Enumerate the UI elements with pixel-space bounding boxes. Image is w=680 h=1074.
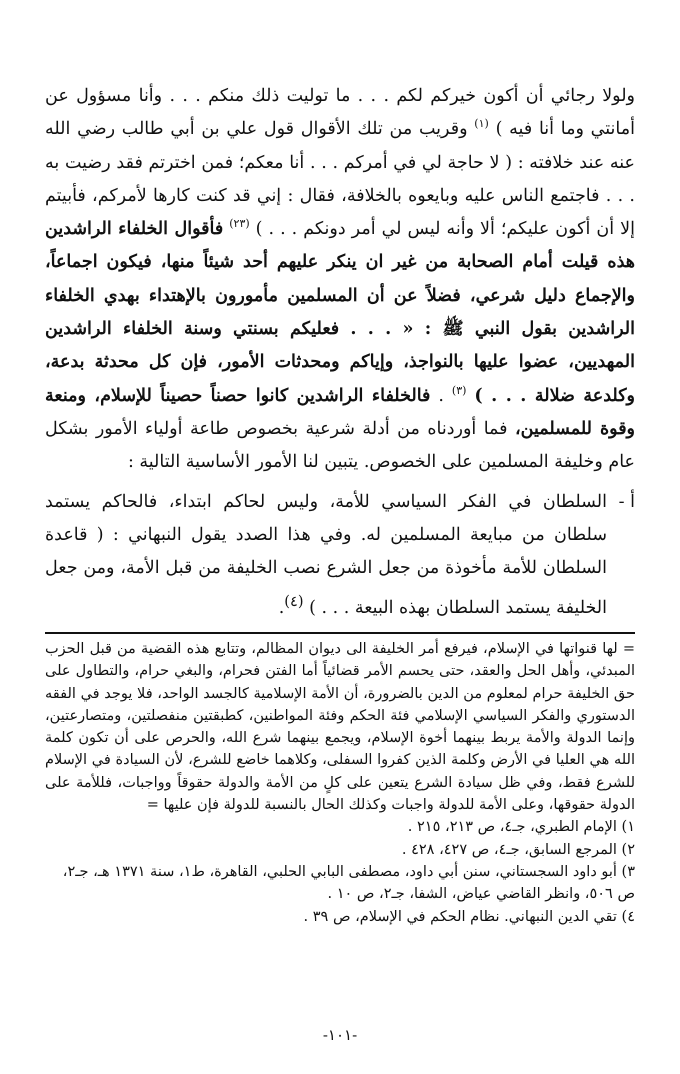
footnote-1: ١) الإمام الطبري، جـ٤، ص ٢١٣، ٢١٥ . bbox=[407, 819, 635, 836]
footnote-ref-2: (٢٣) bbox=[229, 217, 250, 231]
footnote-4: ٤) تقي الدين النبهاني. نظام الحكم في الإسلام، ص ٣٩ . bbox=[303, 908, 635, 925]
footnote-list bbox=[45, 816, 635, 927]
bold-text: فأقوال الخلفاء الراشدين هذه قيلت أمام الصحابة من غير ان ينكر عليهم أحد شيئاً منها، فيكون اجماعاً، والإجماع دليل شرعي، فضلاً عن أن المسلمين مأمورون بالإهتداء بهدي الخلفاء الراشدين بقول النبي ﷺ : « . . . فعليكم بسنتي وسنة الخلفاء الراشدين المهديين، عضوا عليها بالنواجذ، وإياكم ومحدثات الأمور، فإن كل محدثة بدعة، وكلدعة ضلالة . . . ) bbox=[45, 219, 635, 406]
page-number: -١٠١- bbox=[322, 1026, 358, 1044]
footnote-2: ٢) المرجع السابق، جـ٤، ص ٤٢٧، ٤٢٨ . bbox=[401, 841, 635, 858]
paragraph-text: ولولا رجائي أن أكون خيركم لكم . . . ما توليت ذلك منكم . . . وأنا مسؤول عن أمانتي وما أنا فيه ) bbox=[45, 86, 635, 140]
body-paragraph: ولولا رجائي أن أكون خيركم لكم . . . ما توليت ذلك منكم . . . وأنا مسؤول عن أمانتي وما أنا فيه ) $^{(١)}$ وقريب من تلك الأقوال قول علي بن أبي طالب رضي الله عنه عند خلافته : ( لا حاجة لي في أمركم . . . أنا معكم؛ فمن اخترتم فقد رضيت به . . . فاجتمع الناس عليه وبايعوه بالخلافة، فقال : إني قد كنت كارها لأمركم، فأبيتم إلا أن أكون عليكم؛ ألا وأنه ليس لي أمر دونكم . . . ) $^{(٢٣)}$ فأقوال الخلفاء الراشدين هذه قيلت أمام الصحابة من غير ان ينكر عليهم أحد شيئاً منها، فيكون اجماعاً، والإجماع دليل شرعي، فضلاً عن أن المسلمين مأمورون بالإهتداء بهدي الخلفاء الراشدين بقول النبي ﷺ : « . . . فعليكم بسنتي وسنة الخلفاء الراشدين المهديين، عضوا عليها بالنواجذ، وإياكم ومحدثات الأمور، فإن كل محدثة بدعة، وكلدعة ضلالة . . . ) $^{(٣)}$ . فالخلفاء الراشدين كانوا حصناً حصيناً للإسلام، ومنعة وقوة للمسلمين، فما أوردناه من أدلة شرعية بخصوص طاعة أولياء الأمور بشكل عام وخليفة المسلمين على الخصوص. يتبين لنا الأمور الأساسية التالية : bbox=[45, 86, 636, 473]
list-item-text: السلطان في الفكر السياسي للأمة، وليس لحاكم ابتداء، فالحاكم يستمد سلطان من مبايعة المسلمين له. وفي هذا الصدد يقول النبهاني : ( قاعدة السلطان للأمة مأخوذة من جعل الشرع نصب الخليفة من قبل الأمة، ومن جعل الخليفة يستمد السلطان بهذه البيعة . . . ) $^{(٤)}$. bbox=[45, 492, 607, 618]
main-text bbox=[45, 80, 635, 480]
list-item bbox=[45, 486, 635, 625]
list-marker: أ - bbox=[618, 492, 635, 512]
footnote-ref-4: (٤) bbox=[284, 593, 304, 610]
footnote-ref-3: (٣) bbox=[451, 383, 467, 397]
footnote-continuation: = لها قنواتها في الإسلام، فيرفع أمر الخليفة الى ديوان المظالم، وتتابع هذه القضية من قبل الحزب المبدئي، وأهل الحل والعقد، حتى يحسم الأمر قضائياً أما الفتن فحرام، والبغي حرام، والتطاول على حق الخليفة حرام لمعلوم من الدين بالضرورة، أن الأمة الإسلامية كالجسد الواحد، فلا يوجد في الفقه الدستوري والفكر السياسي الإسلامي فئة الحكم وفئة المواطنين، كطبقتين منفصلتين، ومتصارعتين، وإنما الدولة والأمة يربط بينهما أخوة الإسلام، ويجمع بينهما شرع الله، والحرص على أن تكون كلمة الله هي العليا في الأرض وكلمة الذين كفروا السفلى، وكلاهما خاضع للشرع، لأن السيادة في الإسلام للشرع فقط، وفي ظل سيادة الشرع يتعين على كلٍ من الأمة والدولة حقوقاً وواجبات، فللأمة على الدولة حقوقها، وعلى الأمة للدولة واجبات وكذلك الحال بالنسبة للدولة فإن عليها = bbox=[45, 641, 635, 814]
footnote-ref-1: (١) bbox=[474, 117, 489, 131]
paragraph-text: فما أوردناه من أدلة شرعية بخصوص طاعة أولياء الأمور بشكل عام وخليفة المسلمين على الخصوص. يتبين لنا الأمور الأساسية التالية : bbox=[45, 418, 635, 473]
footnotes bbox=[45, 638, 635, 928]
paragraph-text: وقريب من تلك الأقوال قول علي بن أبي طالب رضي الله عنه عند خلافته : ( لا حاجة لي في أمركم . . . أنا معكم؛ فمن اخترتم فقد رضيت به . . . فاجتمع الناس عليه وبايعوه بالخلافة، فقال : إني قد كنت كارها لأمركم، فأبيتم إلا أن أكون عليكم؛ ألا وأنه ليس لي أمر دونكم . . . ) bbox=[45, 119, 635, 240]
footnote-separator bbox=[45, 632, 635, 634]
bold-text: فالخلفاء الراشدين كانوا حصناً حصيناً للإسلام، ومنعة وقوة للمسلمين، bbox=[45, 385, 636, 439]
footnote-3: ٣) أبو داود السجستاني، سنن أبي داود، مصطفى البابي الحلبي، القاهرة، ط١، سنة ١٣٧١ هـ، جـ٢، ص ٥٠٦، وانظر القاضي عياض، الشفا، جـ٢، ص ١٠ . bbox=[62, 863, 635, 903]
points-list bbox=[45, 486, 635, 625]
